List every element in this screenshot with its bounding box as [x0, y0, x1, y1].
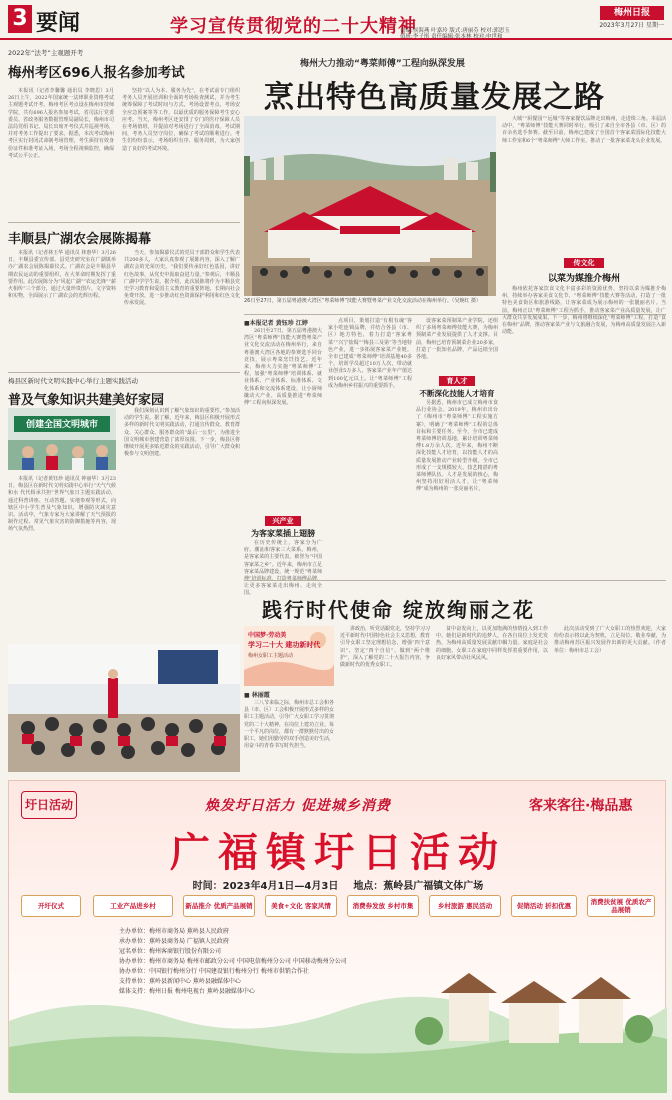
- lead-col3-cont: 另据悉，梅州市已成立梅州市食品行业协会。2019年，梅州市出台了《梅州市“粤菜师傅”工程实施方案》，明确了“粤菜师傅”工程的总体目标和主要任务。至今，全市已建成粤菜师傅培训基地，累计培训粤菜师傅1.8万余人次。近年来，梅州不断深化技能人才培育，以技能人才的高质量发展推动产业转型升级，全市已形成了一支规模较大、技艺精湛的粤菜师傅队伍。人才是发展的核心，梅州坚持用好用活人才，让“粤菜师傅”成为梅州的一张亮丽名片。: [416, 400, 498, 493]
- subhead-title: 以菜为媒推介梅州: [547, 274, 620, 284]
- event-button: 消费扶贫展 优质农产品展销: [587, 895, 655, 917]
- organizer-line: 支持单位：蕉岭县新闻中心 蕉岭县融媒体中心: [119, 978, 241, 985]
- event-button: 开圩仪式: [21, 895, 81, 917]
- ad-slogan-right: 客来客往·梅品惠: [529, 798, 633, 814]
- lead-byline: ■本报记者 黄钰珍 江婷: [244, 320, 308, 327]
- lead-subhead-2: [416, 376, 498, 399]
- article-body-cont: 当天，参加揭幕仪式的党员干部群众和学生代表共200多人，大家认真参观了展陈内容，深入了解广湖农会的光荣历史。“我们要传承好红色基因，讲好红色故事，从党史中汲取奋进力量。”参观后，丰顺县广湖中学学生说。据介绍，此次展陈将作为丰顺县党史学习教育和爱国主义教育的重要阵地，长期向社会免费开放，进一步推动红色资源保护利用和红色文化传承发展。: [124, 250, 240, 307]
- lead-col4-cont: 梅州依托客家饮食文化丰富多彩的资源优势，坚持以菜为媒推介梅州，持续举办客家美食文化节、“粤菜师傅”技能大赛等活动，打造了一批特色美食街区和旅游线路，让客家菜成为展示梅州的一张靓丽名片。当前，梅州正以“粤菜师傅”工程为抓手，推动客家菜产业高质量发展，让广大群众共享发展成果。下一步，梅州将继续深化“粤菜师傅”工程，打造“食在梅州”品牌，推动客家菜产业与文旅融合发展，为梅州高质量发展注入新动能。: [502, 286, 666, 336]
- feature-col3: 贫中奋发向上，以更加饱满的热情投入到工作中。她们是新时代的追梦人，在各自岗位上发光发热，为梅州高质量发展贡献巾帼力量。家庭是社会的细胞，女职工在家庭中同样发挥着重要作用，以良好家风带动社风民风。: [436, 626, 548, 661]
- subhead-title: 为客家菜插上翅膀: [251, 529, 315, 538]
- event-button: 新品推介 优质产品展销: [183, 895, 255, 917]
- article-kicker: 2022年“法考”主观题开考: [8, 49, 84, 57]
- editors-line-1: 责编:侯海燕 叶嘉玲 版式:唐丽芬 校对:郭思玉: [400, 28, 510, 34]
- date-line: 2023年3月27日 星期一: [599, 22, 664, 29]
- feature-col2: 讲政治，听党话跟党走，坚持学习习近平新时代中国特色社会主义思想，教育引导女职工坚定理想信念，增强“四个意识”、坚定“四个自信”、做到“两个维护”，深入了解党的二十大报告内容，争做新时代的优秀女职工。: [340, 626, 431, 669]
- organizer-line: 媒体支持：梅州日报 梅州电视台 蕉岭县融媒体中心: [119, 988, 255, 995]
- event-button: 美食+文化 客家风情: [265, 895, 337, 917]
- time-value: 2023年4月1日—4月3日: [222, 881, 339, 892]
- header-slogan: 学习宣传贯彻党的二十大精神: [170, 16, 417, 37]
- feature-poster: [244, 626, 334, 686]
- civilization-photo: [8, 408, 116, 470]
- section-name: 要闻: [36, 11, 81, 36]
- page-header: [0, 0, 672, 40]
- ad-title: 广福镇圩日活动: [170, 830, 506, 876]
- time-label: 时间：: [192, 881, 223, 892]
- article-exam: [8, 48, 240, 220]
- lead-col3: 设客家菜预制菜产业学院，还组织了多场粤菜师傅技能大赛，为梅州预制菜产业发展提供了人才支撑。目前，梅州已培育预制菜企业20多家，打造了一批知名品牌，产品远销全国各地。: [416, 318, 498, 361]
- article-body: 本报讯（记者黄钰珍 通讯员 钟丽华）3月23日，梅县区在新时代文明实践中心举行“天气气候和水 代代相承共担”世界气象日主题实践活动，通过科普讲座、互动答题、实地参观等形式，向辖区中小学生普及气象知识，增强防灾减灾意识。活动中，气象专家为大家讲解了天气预报的制作过程、常见气象灾害的防御措施等内容，现场气氛热烈。: [8, 476, 116, 533]
- organizer-line: 协办单位：梅州市商务局 梅州市邮政分公司 中国电信梅州分公司 中国移动梅州分公司: [119, 958, 347, 965]
- lead-photo-caption: 26日至27日，第五届粤港澳大湾区“粤菜师傅”技能大赛暨粤菜产业文化交流活动在梅州举行。（吴婉红 摄）: [244, 298, 481, 304]
- article-body: 本报讯（记者林玉华 通讯员 林惠华）3月26日，丰顺县委宣传部、县党史研究室在广湖镇举办广湖农会展陈揭幕仪式。广湖农会是丰顺县早期农民运动的重要组织，在大革命时期发挥了重要作用。此次展陈分为“风起广湖”“农运先锋”“薪火相传”三个部分，通过大量珍贵图片、文字资料和实物，全面展示了广湖农会的光辉历程。: [8, 250, 116, 300]
- article-body-cont: 坚持“以人为本、服务为先”，在考试前专门组织考务人员开展培训和全面的考场检查测试，并为考生统筹保障了考试时间与方式，考场设置考点、考场安全应急预案等等工作，以最优质的服务保障考生安心应考。当天，梅州考区还安排了专门的医疗保障人员在考场值班，并提前对考场进行了全面消毒。考试期间，考务人员坚守岗位，确保了考试的顺利进行。考生们纷纷表示，考场组织有序、服务周到，为大家创造了良好的考试环境。: [122, 88, 240, 152]
- subhead-tag: 育人才: [439, 376, 475, 386]
- ad-logo: 圩日活动: [21, 791, 77, 819]
- article-title: 丰顺县广湖农会展陈揭幕: [8, 232, 152, 247]
- place-label: 地点：: [353, 881, 384, 892]
- lead-subhead-1: [244, 516, 322, 539]
- article-title: 梅州考区696人报名参加考试: [8, 65, 185, 81]
- feature-title: 践行时代使命 绽放绚丽之花: [262, 598, 535, 622]
- ad-event-buttons: [21, 895, 655, 917]
- poster-subtitle: 学习二十大 建功新时代: [248, 641, 321, 649]
- organizer-line: 冠名单位：梅州客商银行股份有限公司: [119, 948, 222, 955]
- feature-byline: ■ 林丽霞: [244, 692, 270, 699]
- lead-title: 烹出特色高质量发展之路: [264, 80, 605, 115]
- feature-col4: 此次活动受到了广大女职工的热烈欢迎，大家纷纷表示将以此为契机，立足岗位、敬业奉献，为推动梅州苏区振兴发展作出新的更大贡献。（作者单位：梅州市总工会）: [554, 626, 666, 654]
- market-ad: [8, 780, 666, 1092]
- page-number: 3: [8, 5, 32, 33]
- lead-subhead-3: [502, 258, 666, 284]
- article-meixian: [8, 376, 240, 644]
- event-button: 消费券发放 乡村市集: [347, 895, 419, 917]
- lead-col2: 点项目，策划打造“有根有魂”客家小吃连锁品牌，并结合各县（市、区）地方特色，着力打造“客家粤菜”“兴宁盐焗”“梅县三及第”等当地特色产业，进一步拓展客家菜产业链。全市已建成“粤菜师傅”培训基地40多个，培训学员超过10万人次，带动就业创业5万多人，客家菜产业年产值达到100亿元以上。让“粤菜师傅”工程成为梅州乡村振兴的重要抓手。: [328, 318, 412, 389]
- meteorology-activity-photo: [8, 644, 240, 772]
- article-fengshun: [8, 228, 240, 368]
- lead-kicker: 梅州大力推动“粤菜师傅”工程向纵深发展: [300, 59, 465, 69]
- poster-subtitle-2: 梅州女职工主题活动: [248, 653, 294, 659]
- lead-photo: [244, 116, 496, 296]
- organizer-line: 承办单位：蕉岭县商务局 广福镇人民政府: [119, 938, 229, 945]
- ad-slogan-left: 焕发圩日活力 促进城乡消费: [205, 798, 391, 814]
- feature-col1: 三八节来临之际，梅州市总工会和各县（市、区）工会积极开展形式多样的女职工主题活动，引导广大女职工学习贯彻党的二十大精神，在岗位上建功立业。每一个平凡的岗位，都有一群默默付出的女职工，她们用勤劳的双手创造美好生活，用奋斗的青春书写时代担当。: [244, 700, 335, 750]
- masthead-logo: 梅州日报: [600, 6, 664, 20]
- ad-time-place: [9, 877, 667, 892]
- organizer-line: 主办单位：梅州市商务局 蕉岭县人民政府: [119, 928, 229, 935]
- editors-line-2: 值班:李子彤 责任编辑:张本林 校对:申世和: [400, 34, 503, 40]
- organizer-line: 协办单位：中国银行梅州分行 中国建设银行梅州分行 梅州市供销合作社: [119, 968, 309, 975]
- lead-col1: 26日至27日，第五届粤港澳大湾区“粤菜师傅”技能大赛暨粤菜产业文化交流活动在梅州举行，来自粤港澳大湾区各地的参赛选手同台竞技，展示粤菜烹饪技艺。近年来，梅州大力实施“粤菜师傅”工程，加强“粤菜师傅”培训体系、就业体系、产业体系、标准体系、文化体系和交流体系建设，让小厨师撬动大产业，高质量推进“粤菜师傅”工程向纵深发展。: [244, 328, 322, 407]
- article-kicker: 梅县区新时代文明实践中心举行主题实践活动: [8, 377, 138, 385]
- subhead-tag: 兴产业: [265, 516, 301, 526]
- event-button: 工业产品进乡村: [93, 895, 173, 917]
- subhead-tag: 传文化: [564, 258, 604, 268]
- article-body-cont: 我们深刻认识到了解气象知识的重要性。”参加活动的学生说。据了解，近年来，梅县区积极开展形式多样的新时代文明实践活动，打通宣传群众、教育群众、关心群众、服务群众的“最后一公里”，为推进全国文明城市创建营造了浓厚氛围。下一步，梅县区将继续开展更多贴近群众的实践活动，引导广大群众积极参与文明创建。: [124, 408, 240, 458]
- article-body: 本报讯（记者李馨馨 通讯员 李晓思）3月26日上午，2022年国家统一法律职业资格考试主观题考试开考。梅州考区考点设在梅州市技师学院，共有696人报名参加考试。省司法厅党委委员、省政务服务数据管理局副局长，梅州市司法局党组书记、局长出席开考仪式并巡视考场，并对考务工作提出了要求。据悉，本次考试梅州考区实行封闭式命制考场管理，考生须持有效身份证件和准考证入场，考场全程视频监控，确保考试公平公正。: [8, 88, 114, 159]
- article-title: 普及气象知识共建美好家园: [8, 393, 165, 408]
- event-button: 乡村旅游 惠民活动: [429, 895, 501, 917]
- subhead-title: 不断深化技能人才培育: [419, 389, 495, 398]
- place-value: 蕉岭县广福镇文体广场: [383, 881, 484, 892]
- poster-title: 中国梦·劳动美: [248, 632, 287, 639]
- photo-banner-text: 创建全国文明城市: [25, 420, 98, 430]
- ad-organizers: [119, 927, 559, 997]
- lead-col1-cont: 在历史传统上，客家分为广府、潮汕和客家三大菜系。梅州，是客家菜的主要代表，被誉为“中国客家菜之乡”。近年来，梅州市立足客家菜品牌建设，统一规范“粤菜师 让更多客家菜走出梅州、走向全国。: [244, 540, 322, 597]
- lead-col4: 大城”“厨餐园”“远城”等客家餐饮品牌走出梅州，走进珠三角。本届活动中，“粤菜师傅”技能大赛同时举行，吸引了来自全市各县（市、区）的百余名选手参赛。截至目前，梅州已建成了全国首个客家菜国际化技能大师工作室和6个“粤菜师傅”大师工作室，推动了一批客家菜龙头企业发展。: [502, 116, 666, 144]
- event-button: 促销活动 折扣优惠: [511, 895, 577, 917]
